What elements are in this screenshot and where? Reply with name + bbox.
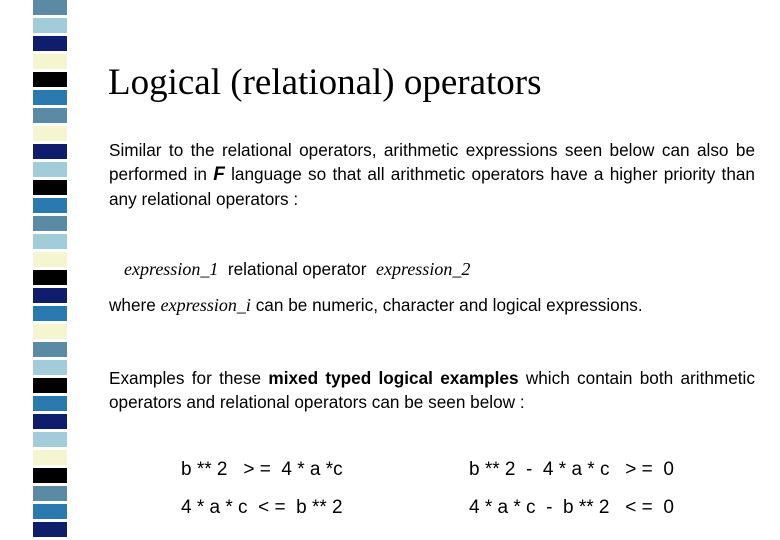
- stripe-segment: [33, 0, 67, 15]
- stripe-segment: [33, 378, 67, 393]
- stripe-segment: [33, 360, 67, 375]
- where-suffix: can be numeric, character and logical expressions.: [255, 295, 643, 315]
- stripe-segment: [33, 180, 67, 195]
- stripe-segment: [33, 414, 67, 429]
- stripe-segment: [33, 108, 67, 123]
- example-2-left: 4 * a * c < = b ** 2: [181, 497, 343, 518]
- example-1-left: b ** 2 > = 4 * a *c: [181, 459, 343, 480]
- stripe-segment: [33, 72, 67, 87]
- where-line: [109, 293, 643, 317]
- intro-paragraph: [109, 138, 755, 211]
- stripe-segment: [33, 198, 67, 213]
- stripe-segment: [33, 468, 67, 483]
- example-1-right: b ** 2 - 4 * a * c > = 0: [469, 459, 674, 480]
- stripe-segment: [33, 36, 67, 51]
- stripe-segment: [33, 522, 67, 537]
- syntax-line: [124, 257, 470, 281]
- examples-intro-after: which contain both arithmetic operators and relational operators can be seen below :: [109, 368, 755, 412]
- stripe-segment: [33, 270, 67, 285]
- stripe-segment: [33, 450, 67, 465]
- stripe-segment: [33, 18, 67, 33]
- stripe-segment: [33, 324, 67, 339]
- stripe-segment: [33, 126, 67, 141]
- stripe-segment: [33, 216, 67, 231]
- where-expression: expression_i: [160, 295, 251, 315]
- example-2-right: 4 * a * c - b ** 2 < = 0: [469, 497, 674, 518]
- examples-intro-paragraph: [109, 366, 755, 414]
- language-name: F: [213, 164, 225, 185]
- stripe-segment: [33, 288, 67, 303]
- examples-intro-bold: mixed typed logical examples: [268, 368, 519, 388]
- examples-intro-before: Examples for these: [109, 368, 262, 388]
- intro-text-after: language so that all arithmetic operators have a higher priority than any relational operators :: [109, 164, 755, 209]
- stripe-segment: [33, 342, 67, 357]
- syntax-operator: relational operator: [227, 259, 367, 279]
- stripe-segment: [33, 234, 67, 249]
- stripe-segment: [33, 54, 67, 69]
- stripe-segment: [33, 486, 67, 501]
- slide-title: Logical (relational) operators: [108, 62, 542, 103]
- stripe-segment: [33, 396, 67, 411]
- where-prefix: where: [109, 295, 156, 315]
- stripe-segment: [33, 90, 67, 105]
- stripe-segment: [33, 144, 67, 159]
- stripe-segment: [33, 432, 67, 447]
- syntax-expression-2: expression_2: [376, 259, 471, 279]
- stripe-segment: [33, 306, 67, 321]
- stripe-segment: [33, 252, 67, 267]
- intro-text-before: Similar to the relational operators, arithmetic expressions seen below can also be performed in: [109, 140, 755, 184]
- syntax-expression-1: expression_1: [124, 259, 219, 279]
- decorative-stripe: [33, 0, 67, 540]
- stripe-segment: [33, 162, 67, 177]
- stripe-segment: [33, 504, 67, 519]
